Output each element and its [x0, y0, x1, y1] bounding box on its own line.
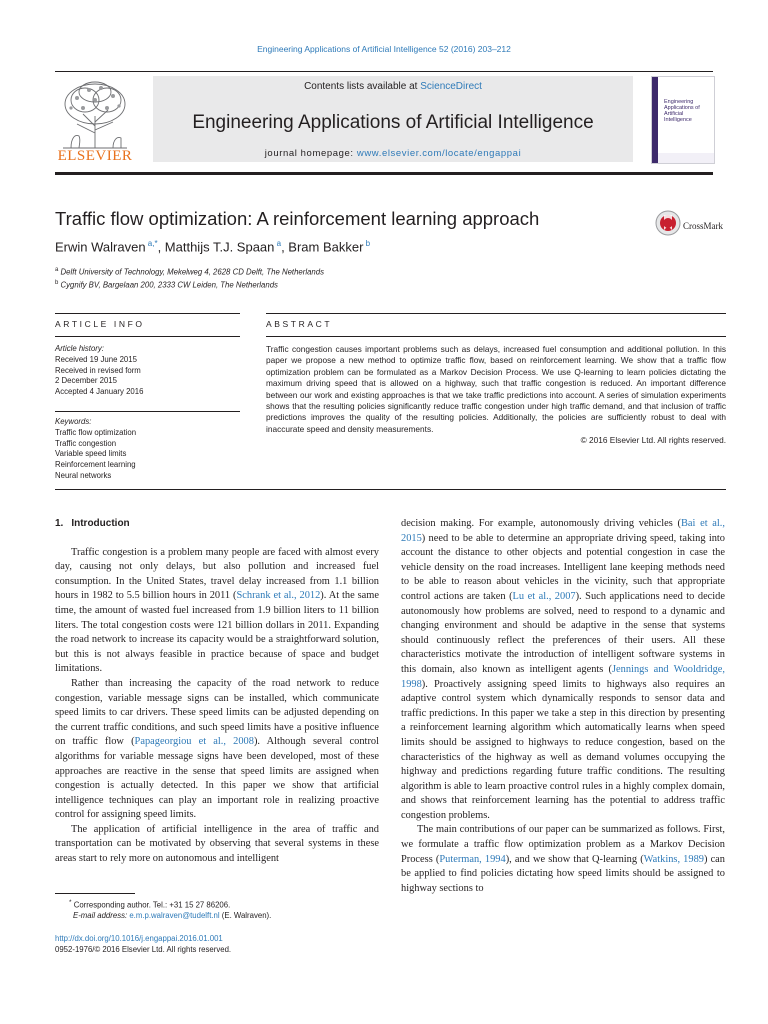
citation-link[interactable]: Lu et al., 2007 [512, 590, 576, 602]
abstract-heading: ABSTRACT [266, 319, 333, 329]
affiliation [55, 265, 324, 278]
article-title: Traffic flow optimization: A reinforcement learning approach [55, 208, 540, 229]
paragraph-text: ) need to be able to determine an appropriate driving speed, taking into account the distance to other objects and potential congestion in case the vehicle density on the road increases. Intelligent lane keeping methods need to be able to reason about vehicles in the vicinity, such that appropriate control actions are taken ( [401, 532, 725, 602]
issn-line: 0952-1976/© 2016 Elsevier Ltd. All rights reserved. [55, 944, 232, 954]
affiliation-marker: a [55, 267, 59, 273]
paragraph-text: The main contributions of our paper can be summarized as follows. First, we formulate a traffic flow optimization problem as a Markov Decision Process ( [401, 824, 725, 865]
left-paragraphs [55, 546, 379, 867]
publisher-name: ELSEVIER [57, 148, 133, 164]
email-label: E-mail address: [73, 911, 130, 921]
history-list [55, 355, 143, 398]
cover-title: Engineering Applications of Artificial Intelligence [664, 99, 700, 123]
doi-link[interactable]: http://dx.doi.org/10.1016/j.engappai.2016.01.001 [55, 934, 223, 943]
keyword-item: Neural networks [55, 470, 112, 480]
history-label: Article history: [55, 344, 104, 353]
citation-link[interactable]: Bai et al., 2015 [401, 518, 725, 544]
paragraph-text: ). Such applications need to decide autonomously how problems are solved, need to respond to a dynamic and changing environment and should be adaptive in the sense that systems should continuously reflect the preferences of their users. All these characteristics motivate the introduction of intelligent software systems in this domain, also known as intelligent agents ( [401, 590, 725, 675]
affiliation-text: Cygnify BV, Bargelaan 200, 2333 CW Leiden, The Netherlands [58, 280, 278, 290]
body-paragraph [55, 823, 379, 867]
body-paragraph [401, 517, 725, 823]
citation-link[interactable]: Schrank et al., 2012 [236, 590, 321, 602]
author-affiliation-marker[interactable]: a [274, 239, 282, 248]
affiliations [55, 265, 324, 290]
history-item: 2 December 2015 [55, 376, 117, 386]
contents-prefix: Contents lists available at [304, 81, 421, 92]
abstract-body [266, 344, 726, 447]
body-paragraph [55, 546, 379, 677]
crossmark-icon [655, 210, 681, 240]
body-paragraph [55, 677, 379, 823]
left-column [55, 517, 379, 867]
contents-line [153, 81, 633, 92]
citation-link[interactable]: Papageorgiou et al., 2008 [134, 736, 254, 748]
journal-reference[interactable]: Engineering Applications of Artificial Intelligence 52 (2016) 203–212 [257, 44, 511, 54]
author-affiliation-marker[interactable]: b [363, 239, 371, 248]
paragraph-text: Traffic congestion is a problem many people are faced with almost every day, causing not only delays, but also pollution and increased fuel consumption. In the United States, travel delay increased from 1.1 billion hours in 1982 to 5.5 billion hours in 2011 ( [55, 546, 379, 602]
abstract-copyright: © 2016 Elsevier Ltd. All rights reserved. [580, 435, 726, 446]
paragraph-text: ). At the same time, the amount of wasted fuel increased from 1.9 billion liters to 11 billion liters. The total congestion costs were 121 billion dollars in 2011. Expanding the road network to increase its capacity would be a straightforward solution, but this is not always feasible in practice because of space and budget limitations. [55, 590, 379, 675]
sciencedirect-link[interactable]: ScienceDirect [420, 81, 482, 92]
front-matter-rule [55, 489, 726, 490]
paragraph-text: ) can be applied to find policies dictating how speed limits should be assigned to highway sections to [401, 853, 725, 894]
journal-cover-thumbnail [651, 76, 715, 164]
tree-icon [55, 78, 135, 150]
citation-link[interactable]: Puterman, 1994 [439, 853, 506, 865]
crossmark-label: CrossMark [683, 221, 723, 231]
paragraph-text: Rather than increasing the capacity of the road network to reduce congestion, variable message signs can be installed, which communicate speed limits to car drivers. These speed limits can be adjusted depending on the current traffic conditions, and such speed limits have a positive influence on traffic flow ( [55, 677, 379, 748]
paragraph-text: ), and we show that Q-learning ( [505, 853, 644, 865]
author-separator: , [281, 239, 289, 255]
keyword-item: Variable speed limits [55, 449, 127, 459]
footnote-email-line [73, 911, 271, 922]
keyword-item: Reinforcement learning [55, 460, 136, 470]
masthead [55, 71, 713, 168]
abstract-divider [266, 336, 726, 337]
history-item: Received in revised form [55, 365, 141, 375]
citation-link[interactable]: Jennings and Wooldridge, 1998 [401, 663, 725, 690]
article-info-rule [55, 313, 240, 314]
author-list [55, 239, 370, 254]
keyword-list [55, 428, 136, 482]
paragraph-text: decision making. For example, autonomously driving vehicles ( [401, 518, 681, 529]
section-heading [55, 517, 379, 532]
affiliation-text: Delft University of Technology, Mekelweg 4, 2628 CD Delft, The Netherlands [58, 267, 324, 277]
footnote-line [69, 898, 271, 911]
author-name[interactable]: Erwin Walraven [55, 239, 146, 255]
abstract-rule [266, 313, 726, 314]
crossmark-badge[interactable] [655, 210, 735, 242]
affiliation-marker: b [55, 279, 59, 286]
keyword-item: Traffic congestion [55, 438, 117, 448]
keywords-label: Keywords: [55, 417, 92, 426]
affiliation [55, 278, 324, 291]
author-separator: , [157, 239, 165, 255]
paragraph-text: ). Although several control algorithms for variable message signs have been developed, most of these approaches are reactive in the sense that speed limits are assigned when congestion is actually detected. In this paper we show that artificial intelligence techniques can play an important role in realizing proactive control for assigning speed limits. [55, 736, 379, 821]
elsevier-logo [55, 78, 135, 164]
right-column [401, 517, 725, 896]
footnote [55, 898, 271, 922]
history-item: Received 19 June 2015 [55, 354, 137, 364]
footnote-text: Corresponding author. Tel.: +31 15 27 86206. [73, 900, 231, 910]
citation-link[interactable]: Watkins, 1989 [643, 853, 704, 865]
section-title: Introduction [71, 518, 130, 529]
masthead-rule [55, 172, 713, 175]
journal-homepage [153, 148, 633, 159]
doi-block [55, 934, 231, 955]
paragraph-text: The application of artificial intelligence in the area of traffic and transportation can be motivated by observing that several systems in these areas start to rely more on autonomous and intelligent [55, 823, 379, 865]
article-info-heading: ARTICLE INFO [55, 319, 145, 329]
author-affiliation-marker[interactable]: a,* [145, 239, 158, 248]
paragraph-text: ). Proactively assigning speed limits to highways also requires an adaptive control system which dynamically responds to sensor data and traffic predictions. In this paper we take a step in this direction by presenting a reinforcement learning algorithm which automatically learns when speed limits should be assigned to highways to reduce congestion, based on the characteristics of the highway as well as demand volumes occupying the highway and predictions regarding future traffic conditions. The resulting algorithm is able to learn proactive control rules in a highly complex domain, and shows that reinforcement learning has the potential to address traffic congestion problems. [401, 678, 725, 821]
section-number: 1. [55, 518, 64, 529]
author-name[interactable]: Matthijs T.J. Spaan [164, 239, 275, 255]
journal-name: Engineering Applications of Artificial Intelligence [192, 112, 594, 133]
homepage-label: journal homepage: [264, 148, 357, 159]
keywords-block [55, 417, 136, 482]
article-info-divider [55, 336, 240, 337]
history-divider [55, 411, 240, 412]
footnote-marker: * [69, 899, 72, 906]
email-suffix: (E. Walraven). [219, 911, 272, 921]
article-history [55, 344, 143, 398]
footnote-rule [55, 893, 135, 894]
journal-banner [153, 76, 633, 162]
keyword-item: Traffic flow optimization [55, 427, 137, 437]
email-link[interactable]: e.m.p.walraven@tudelft.nl [129, 911, 220, 921]
abstract-text: Traffic congestion causes important problems such as delays, increased fuel consumption and additional pollution. In this paper we propose a new method to optimize traffic flow, based on reinforcement learning. We show that a traffic flow optimization problem can be formulated as a Markov Decision Process. We use Q-learning to learn policies dictating the maximum driving speed that is allowed on a highway, such that traffic congestion is reduced. An important difference between our work and existing approaches is that we take traffic predictions into account. A series of simulation experiments shows that the resulting policies significantly reduce traffic congestion under high traffic demand, and that inclusion of traffic predictions improves the quality of the resulting policies. Additionally, the policies are sufficiently robust to deal with inaccurate speed and density measurements. [266, 344, 726, 434]
body-paragraph [401, 823, 725, 896]
homepage-link[interactable]: www.elsevier.com/locate/engappai [356, 148, 522, 159]
author-name[interactable]: Bram Bakker [288, 239, 364, 255]
history-item: Accepted 4 January 2016 [55, 387, 144, 397]
right-paragraphs [401, 517, 725, 896]
